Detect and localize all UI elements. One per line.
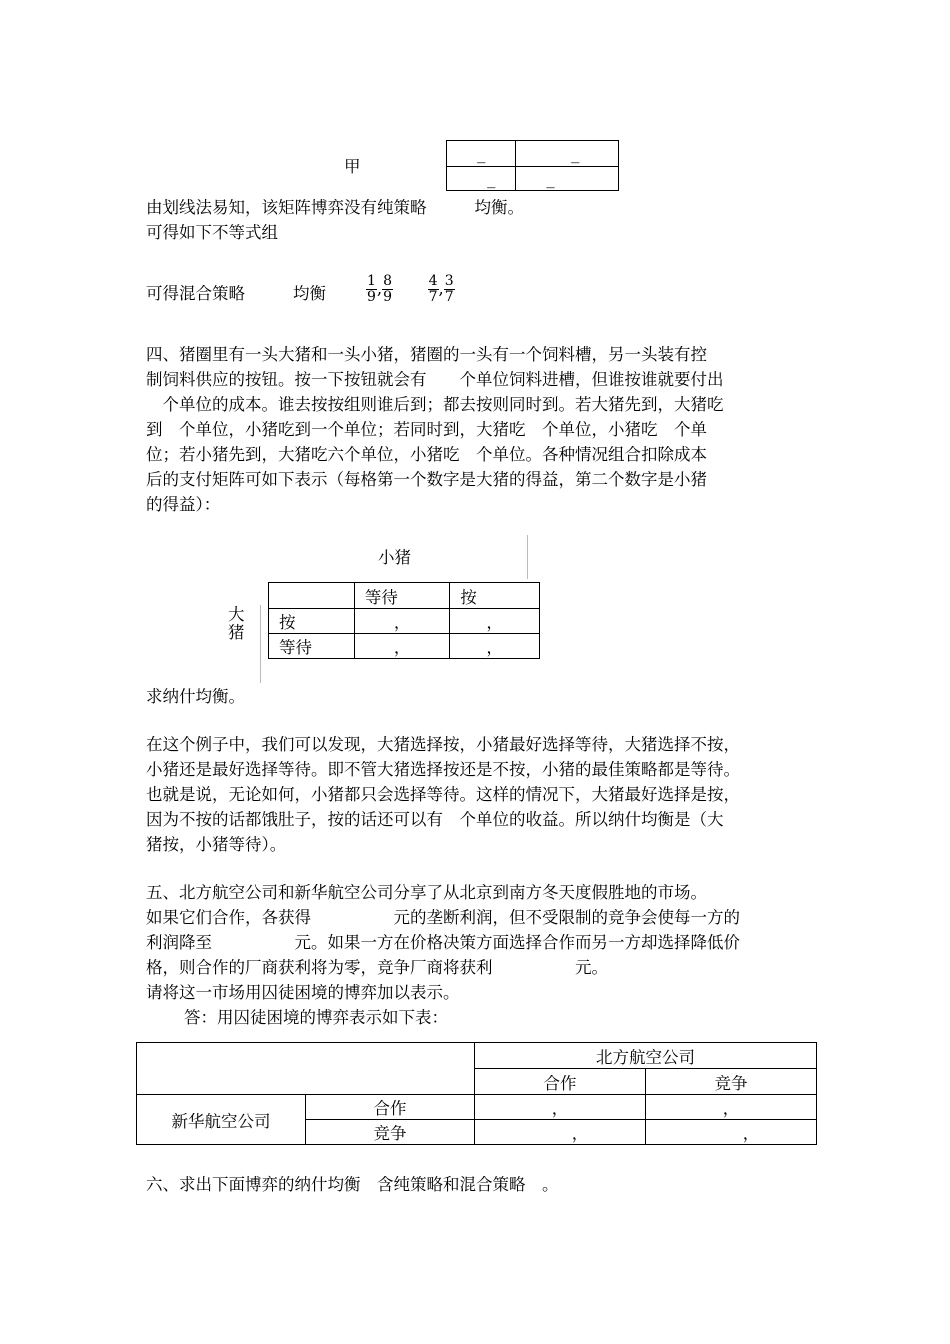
q5-line: 五、北方航空公司和新华航空公司分享了从北京到南方冬天度假胜地的市场。	[146, 883, 707, 902]
row-header: 按	[269, 609, 355, 634]
question-6: 六、求出下面博弈的纳什均衡 含纯策略和混合策略 。	[146, 1175, 559, 1194]
q4-line: 后的支付矩阵可如下表示（每格第一个数字是大猪的得益，第二个数字是小猪	[146, 470, 707, 489]
table-corner	[137, 1043, 475, 1095]
q5-line: 格，则合作的厂商获利将为零，竞争厂商将获利 元。	[146, 958, 608, 977]
fraction: $\frac{1}{9}$	[367, 273, 376, 305]
mixed-strategy-line: 可得混合策略 均衡	[146, 284, 326, 303]
row-header: 竞争	[306, 1120, 475, 1145]
q5-answer: 答：用囚徒困境的博弈表示如下表：	[184, 1008, 448, 1027]
answer-line: 也就是说，无论如何，小猪都只会选择等待。这样的情况下，大猪最好选择是按，	[146, 785, 740, 804]
q5-line: 如果它们合作，各获得 元的垄断利润，但不受限制的竞争会使每一方的	[146, 908, 740, 927]
column-header: 竞争	[646, 1069, 817, 1095]
divider	[527, 535, 528, 579]
top-cell: _	[447, 141, 516, 167]
north-airline-header: 北方航空公司	[475, 1043, 817, 1069]
q5-line: 利润降至 元。如果一方在价格决策方面选择合作而另一方却选择降低价	[146, 933, 740, 952]
fraction: $\frac{4}{7}$	[428, 273, 438, 305]
answer-line: 小猪还是最好选择等待。即不管大猪选择按还是不按，小猪的最佳策略都是等待。	[146, 760, 740, 779]
q4-line: 到 个单位，小猪吃到一个单位；若同时到，大猪吃 个单位，小猪吃 个单	[146, 420, 707, 439]
q4-line: 位；若小猪先到，大猪吃六个单位，小猪吃 个单位。各种情况组合扣除成本	[146, 445, 707, 464]
column-header: 等待	[354, 583, 449, 609]
top-cell: _	[516, 167, 619, 191]
top-payoff-matrix	[446, 140, 619, 191]
xinhua-airline-header: 新华航空公司	[137, 1095, 306, 1145]
payoff-cell: ，	[475, 1095, 646, 1120]
answer-line: 在这个例子中，我们可以发现，大猪选择按，小猪最好选择等待，大猪选择不按，	[146, 735, 740, 754]
q5-line: 请将这一市场用囚徒困境的博弈加以表示。	[146, 983, 460, 1002]
row-player-label: 大 猪	[228, 605, 245, 642]
mixed-fractions: $\frac{1}{9}$ , $\frac{8}{9}$ $\frac{4}{7}$ , $\frac{3}{7}$	[367, 273, 454, 305]
intro-line-1: 由划线法易知，该矩阵博弈没有纯策略 均衡。	[146, 198, 524, 217]
row-header: 合作	[306, 1095, 475, 1120]
airline-payoff-table	[136, 1042, 817, 1145]
answer-line: 因为不按的话都饿肚子，按的话还可以有 个单位的收益。所以纳什均衡是（大	[146, 810, 724, 829]
column-header: 按	[450, 583, 540, 609]
payoff-cell: ，	[450, 609, 540, 634]
nash-question: 求纳什均衡。	[146, 687, 245, 706]
q4-line: 制饲料供应的按钮。按一下按钮就会有 个单位饲料进槽，但谁按谁就要付出	[146, 370, 724, 389]
row-player-label: 甲	[344, 157, 361, 176]
payoff-cell: ，	[646, 1095, 817, 1120]
q4-line: 个单位的成本。谁去按按组则谁后到；都去按则同时到。若大猪先到，大猪吃	[146, 395, 724, 414]
column-header: 合作	[475, 1069, 646, 1095]
q4-line: 四、猪圈里有一头大猪和一头小猪，猪圈的一头有一个饲料槽，另一头装有控	[146, 345, 707, 364]
column-player-label: 小猪	[378, 548, 411, 567]
answer-line: 猪按，小猪等待）。	[146, 835, 287, 854]
fraction: $\frac{3}{7}$	[444, 273, 454, 305]
payoff-cell: ，	[646, 1120, 817, 1145]
payoff-cell: ，	[475, 1120, 646, 1145]
payoff-cell: ，	[354, 634, 449, 659]
divider	[260, 605, 261, 683]
top-cell: _	[516, 141, 619, 167]
payoff-cell: ，	[450, 634, 540, 659]
pig-payoff-table	[268, 582, 540, 659]
top-cell: _	[447, 167, 516, 191]
table-corner	[269, 583, 355, 609]
fraction: $\frac{8}{9}$	[383, 273, 393, 305]
payoff-cell: ，	[354, 609, 449, 634]
row-header: 等待	[269, 634, 355, 659]
q4-line: 的得益）：	[146, 495, 221, 514]
intro-line-2: 可得如下不等式组	[146, 223, 278, 242]
